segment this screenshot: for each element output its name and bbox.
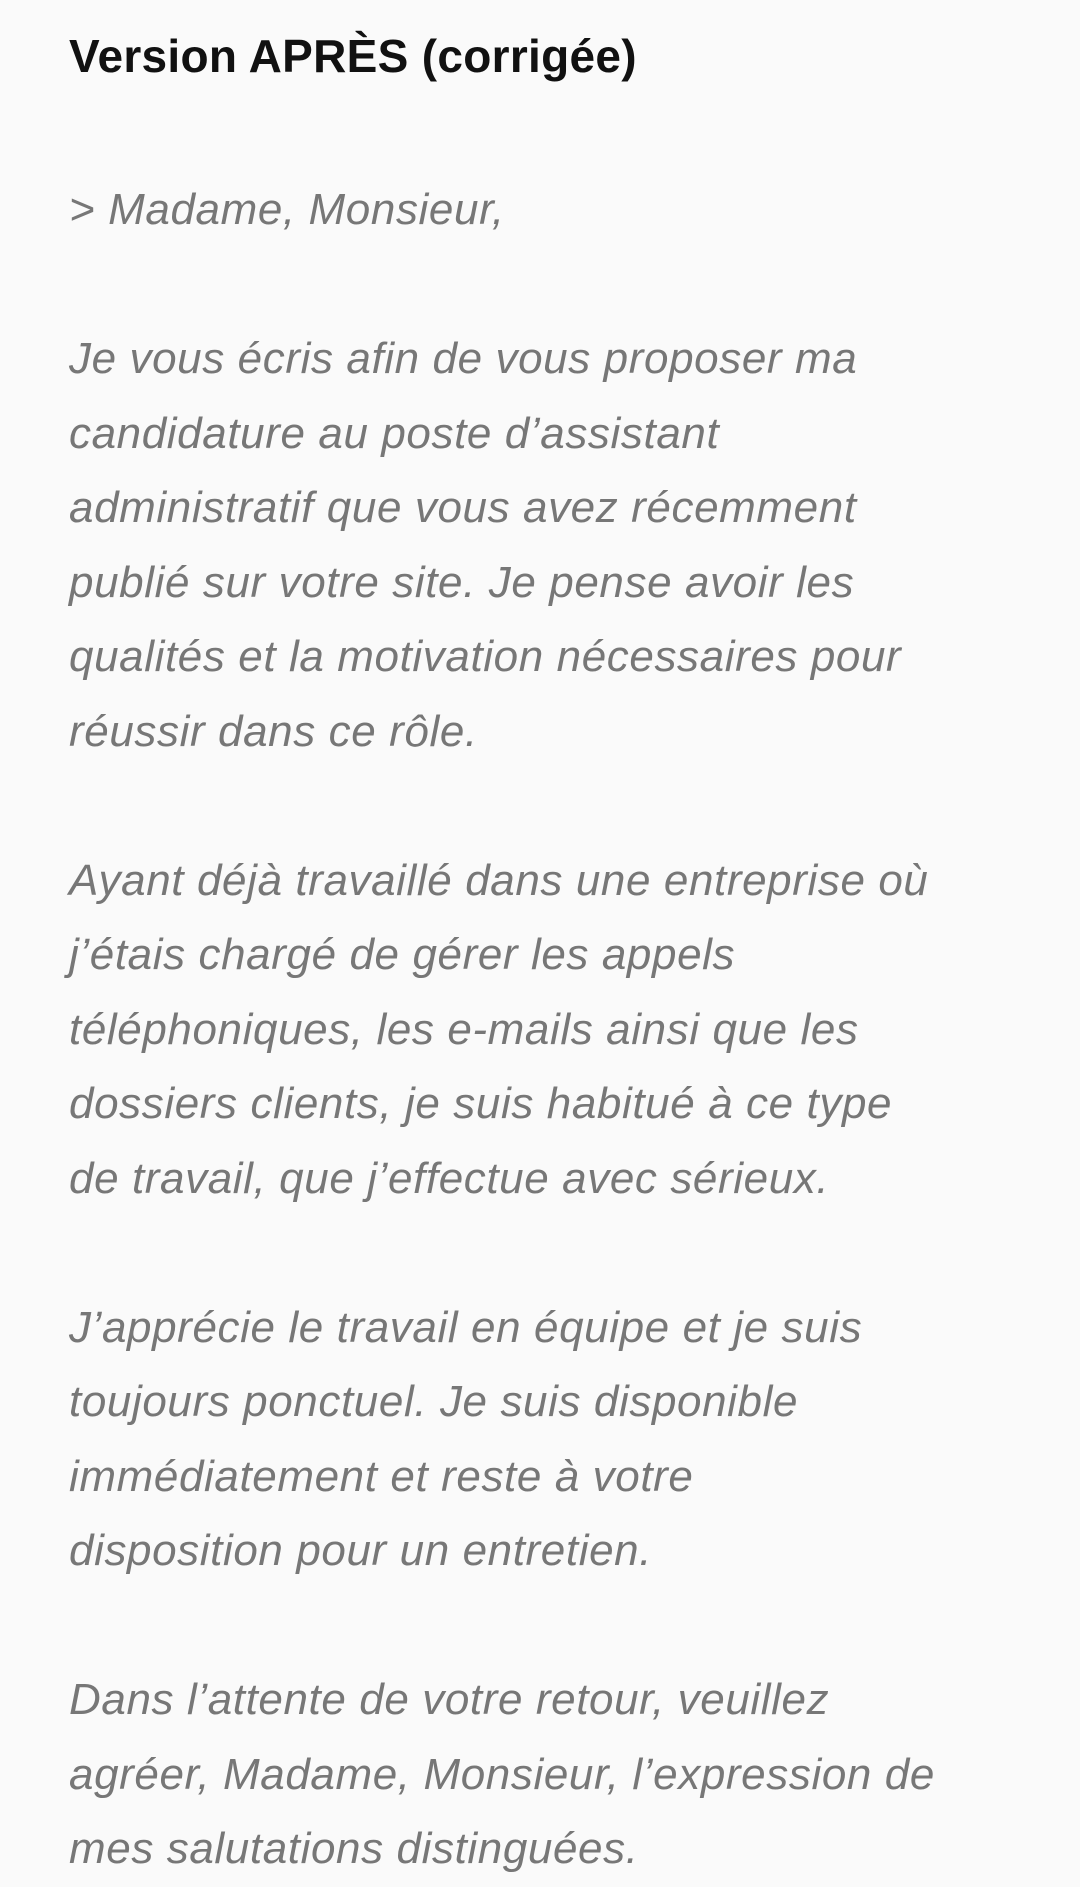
- paragraph-line: de travail, que j’effectue avec sérieux.: [69, 1153, 830, 1203]
- paragraph-line: mes salutations distinguées.: [69, 1824, 639, 1873]
- paragraph-gap: [69, 1589, 1020, 1664]
- paragraph-gap: [69, 1216, 1020, 1291]
- paragraph-line: Ayant déjà travaillé dans une entreprise où: [69, 855, 929, 905]
- paragraph-line: immédiatement et reste à votre: [69, 1451, 694, 1501]
- paragraph-line: J’apprécie le travail en équipe et je suis: [69, 1302, 863, 1352]
- paragraph-line: Je vous écris afin de vous proposer ma: [69, 334, 858, 383]
- letter-closing-paragraph: [69, 1663, 1020, 1887]
- letter-paragraph-2: [69, 844, 1020, 1217]
- letter-paragraph-1: [69, 322, 1020, 769]
- paragraph-line: publié sur votre site. Je pense avoir les: [69, 557, 855, 607]
- paragraph-gap: [69, 769, 1020, 844]
- paragraph-line: candidature au poste d’assistant: [69, 408, 720, 458]
- paragraph-line: j’étais chargé de gérer les appels: [69, 930, 736, 979]
- paragraph-line: administratif que vous avez récemment: [69, 483, 857, 532]
- paragraph-line: Dans l’attente de votre retour, veuillez: [69, 1675, 830, 1724]
- paragraph-line: téléphoniques, les e-mails ainsi que les: [69, 1004, 859, 1054]
- paragraph-line: agréer, Madame, Monsieur, l’expression de: [69, 1749, 935, 1799]
- letter-salutation: [69, 173, 1020, 248]
- document-heading: Version APRÈS (corrigée): [69, 30, 637, 82]
- letter-quote-block: [69, 173, 1020, 1887]
- letter-paragraph-3: [69, 1291, 1020, 1589]
- paragraph-line: qualités et la motivation nécessaires pour: [69, 632, 902, 681]
- paragraph-line: disposition pour un entretien.: [69, 1526, 653, 1575]
- paragraph-line: dossiers clients, je suis habitué à ce type: [69, 1079, 893, 1128]
- salutation-line: > Madame, Monsieur,: [69, 185, 505, 234]
- paragraph-gap: [69, 248, 1020, 323]
- paragraph-line: toujours ponctuel. Je suis disponible: [69, 1377, 799, 1426]
- paragraph-line: réussir dans ce rôle.: [69, 706, 478, 756]
